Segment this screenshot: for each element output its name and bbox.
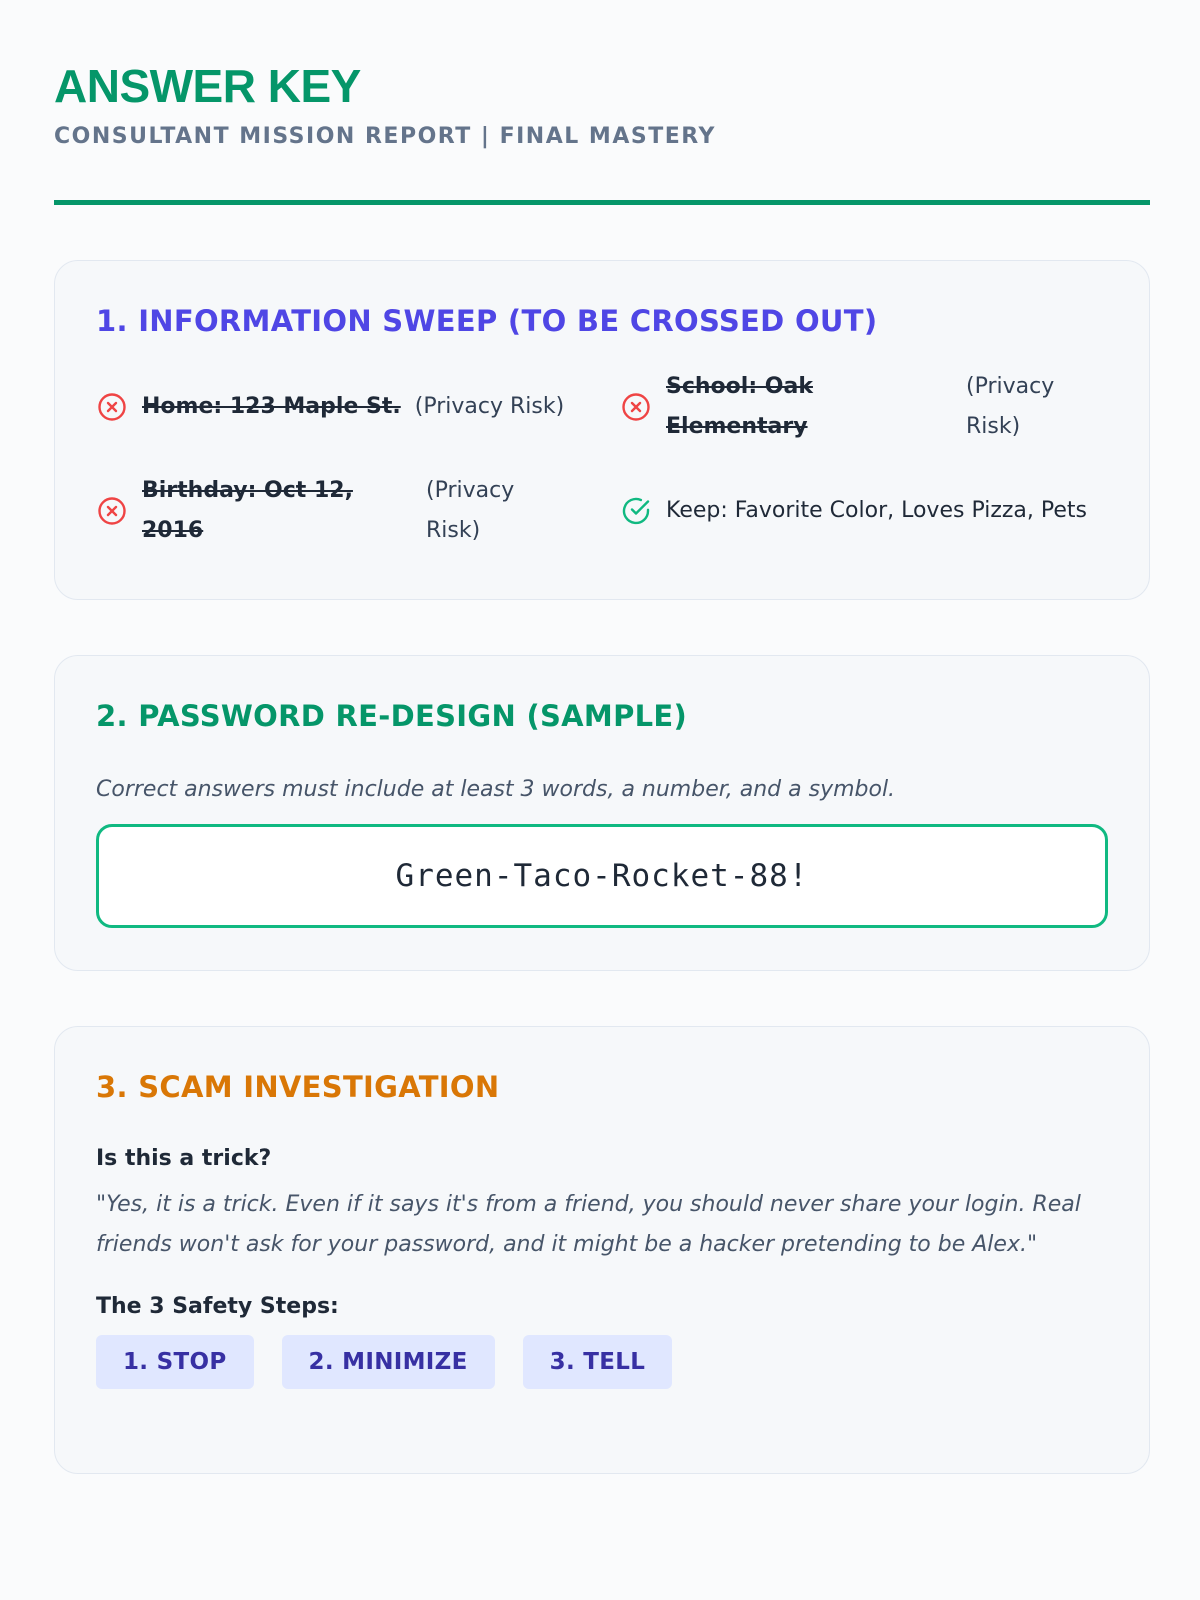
scam-question: Is this a trick? bbox=[96, 1146, 272, 1171]
title-divider bbox=[54, 200, 1150, 205]
page-subtitle: CONSULTANT MISSION REPORT | FINAL MASTERY bbox=[54, 124, 716, 149]
struck-info: School: Oak Elementary bbox=[666, 374, 813, 439]
check-circle-icon bbox=[620, 495, 652, 527]
struck-info: Home: 123 Maple St. bbox=[142, 394, 401, 419]
step-badge-minimize: 2. MINIMIZE bbox=[282, 1335, 495, 1389]
password-redesign-card bbox=[54, 655, 1150, 971]
keep-info: Keep: Favorite Color, Loves Pizza, Pets bbox=[666, 498, 1088, 523]
section-heading: 3. SCAM INVESTIGATION bbox=[96, 1070, 500, 1104]
sweep-grid bbox=[96, 367, 1108, 551]
x-circle-icon bbox=[96, 495, 128, 527]
x-circle-icon bbox=[620, 391, 652, 423]
step-badge-tell: 3. TELL bbox=[523, 1335, 673, 1389]
safety-steps bbox=[96, 1335, 1108, 1389]
struck-info: Birthday: Oct 12, 2016 bbox=[142, 478, 353, 543]
sweep-item-birthday bbox=[96, 471, 606, 551]
risk-note: (Privacy Risk) bbox=[426, 478, 515, 543]
page-title: ANSWER KEY bbox=[54, 60, 361, 112]
safety-steps-label: The 3 Safety Steps: bbox=[96, 1294, 339, 1319]
sample-password: Green-Taco-Rocket-88! bbox=[96, 824, 1108, 928]
password-hint: Correct answers must include at least 3 words, a number, and a symbol. bbox=[96, 777, 896, 802]
sweep-item-home bbox=[96, 367, 606, 447]
risk-note: (Privacy Risk) bbox=[414, 394, 565, 419]
step-badge-stop: 1. STOP bbox=[96, 1335, 254, 1389]
section-heading: 1. INFORMATION SWEEP (TO BE CROSSED OUT) bbox=[96, 304, 878, 338]
sweep-item-keep bbox=[620, 471, 1110, 551]
scam-investigation-card bbox=[54, 1026, 1150, 1474]
information-sweep-card bbox=[54, 260, 1150, 600]
x-circle-icon bbox=[96, 391, 128, 423]
sweep-item-school bbox=[620, 367, 1110, 447]
risk-note: (Privacy Risk) bbox=[966, 374, 1055, 439]
scam-answer: "Yes, it is a trick. Even if it says it's from a friend, you should never share your login. Real friends won't ask for your password, and it might be a hacker pretending to be Alex." bbox=[96, 1192, 1081, 1257]
section-heading: 2. PASSWORD RE-DESIGN (SAMPLE) bbox=[96, 699, 688, 733]
